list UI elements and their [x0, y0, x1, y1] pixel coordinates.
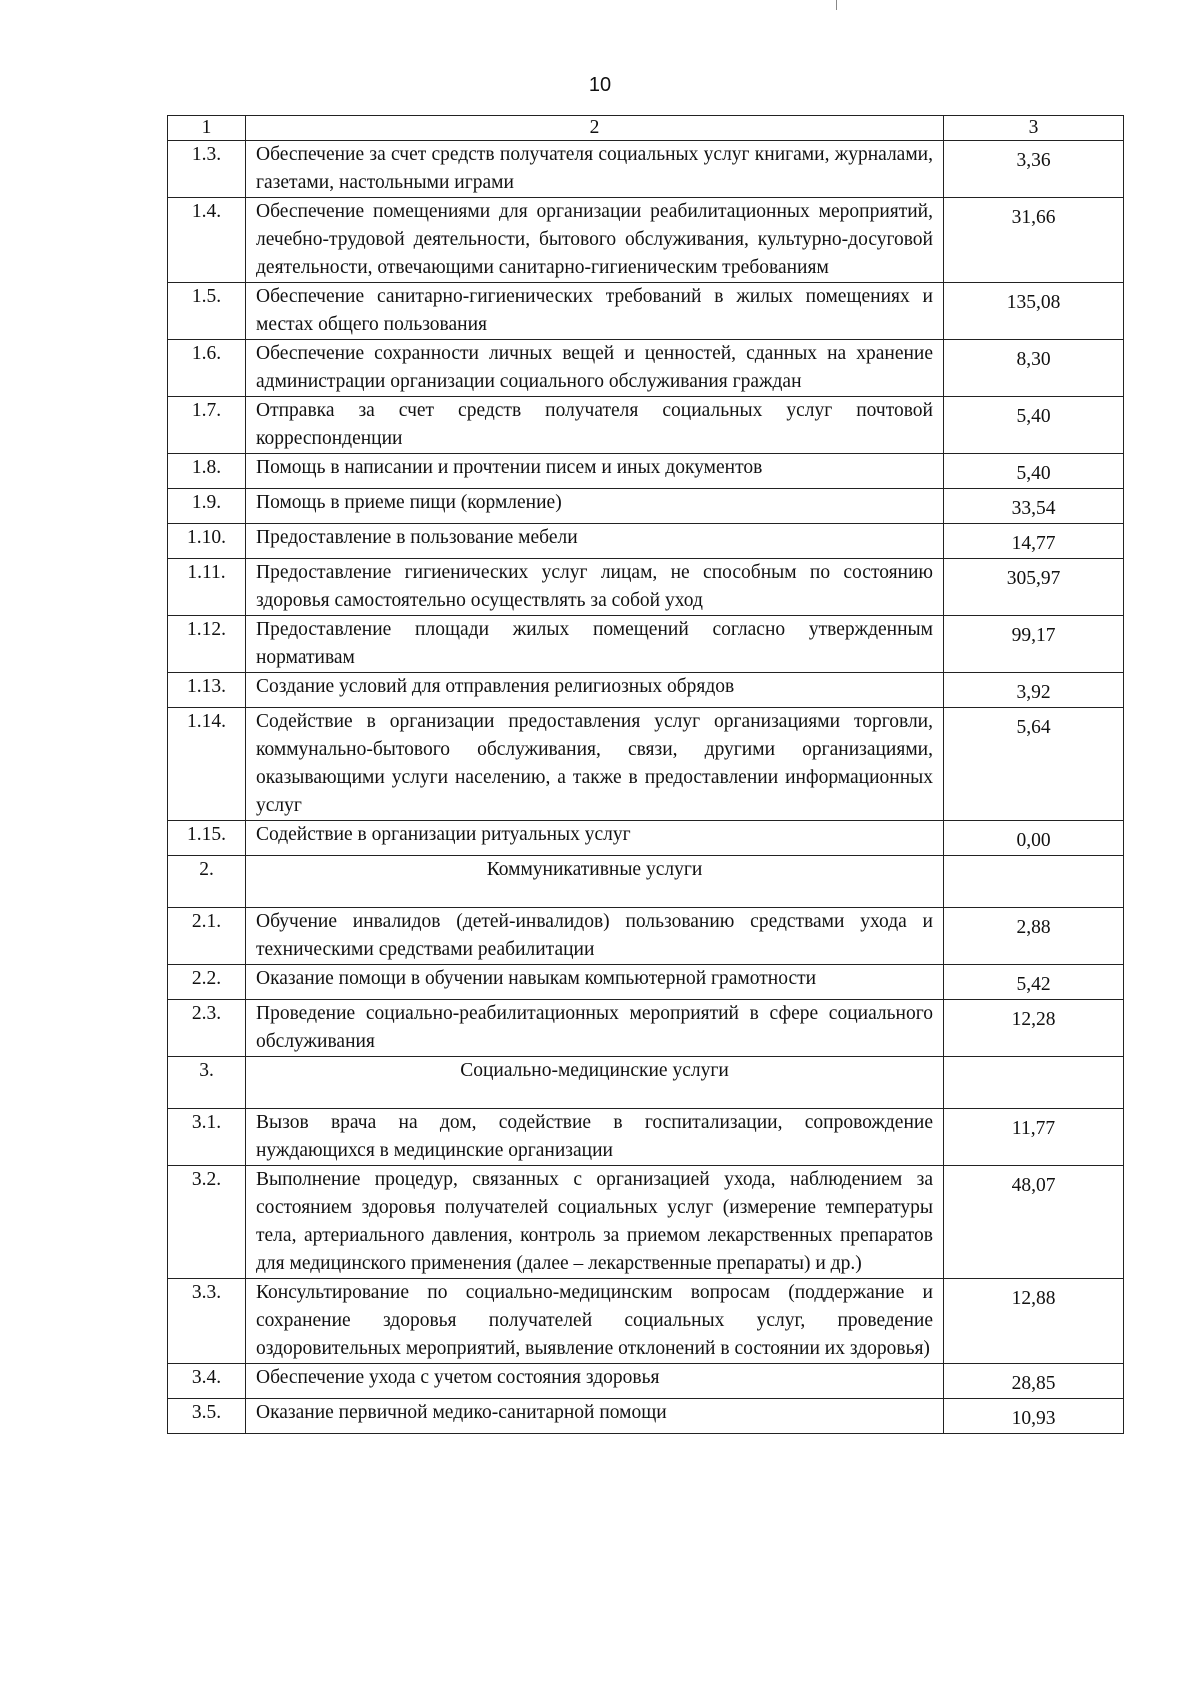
row-number: 1.11. — [168, 559, 246, 616]
row-number: 1.8. — [168, 454, 246, 489]
service-value: 8,30 — [944, 340, 1124, 397]
row-number: 3.5. — [168, 1399, 246, 1434]
table-row — [168, 397, 1124, 454]
service-value: 3,92 — [944, 673, 1124, 708]
service-value: 99,17 — [944, 616, 1124, 673]
service-value: 3,36 — [944, 141, 1124, 198]
service-name: Создание условий для отправления религиозных обрядов — [246, 673, 944, 708]
service-name: Выполнение процедур, связанных с организацией ухода, наблюдением за состоянием здоровья получателей социальных услуг (измерение температуры тела, артериального давления, контроль за приемом лекарственных препаратов для медицинского применения (далее – лекарственные препараты) и др.) — [246, 1166, 944, 1279]
service-name: Проведение социально-реабилитационных мероприятий в сфере социального обслуживания — [246, 1000, 944, 1057]
row-number: 3.2. — [168, 1166, 246, 1279]
row-number: 1.14. — [168, 708, 246, 821]
section-title: Коммуникативные услуги — [246, 856, 944, 908]
row-number: 1.7. — [168, 397, 246, 454]
table-row — [168, 1166, 1124, 1279]
service-name: Оказание помощи в обучении навыкам компьютерной грамотности — [246, 965, 944, 1000]
service-name: Содействие в организации ритуальных услуг — [246, 821, 944, 856]
services-table — [167, 115, 1124, 1434]
service-name: Содействие в организации предоставления услуг организациями торговли, коммунально-бытового обслуживания, связи, другими организациями, оказывающими услуги населению, а также в предоставлении информационных услуг — [246, 708, 944, 821]
service-name: Консультирование по социально-медицинским вопросам (поддержание и сохранение здоровья получателей социальных услуг, проведение оздоровительных мероприятий, выявление отклонений в состоянии их здоровья) — [246, 1279, 944, 1364]
service-name: Помощь в написании и прочтении писем и иных документов — [246, 454, 944, 489]
service-name: Обеспечение помещениями для организации реабилитационных мероприятий, лечебно-трудовой деятельности, бытового обслуживания, культурно-досуговой деятельности, отвечающими санитарно-гигиеническим требованиям — [246, 198, 944, 283]
table-row — [168, 1000, 1124, 1057]
table-row — [168, 1364, 1124, 1399]
table-body — [168, 141, 1124, 1434]
service-value: 5,64 — [944, 708, 1124, 821]
table-row — [168, 821, 1124, 856]
service-name: Обучение инвалидов (детей-инвалидов) пользованию средствами ухода и техническими средствами реабилитации — [246, 908, 944, 965]
header-col-2: 2 — [246, 116, 944, 141]
table-row — [168, 673, 1124, 708]
row-number: 1.15. — [168, 821, 246, 856]
section-row — [168, 1057, 1124, 1109]
service-value: 2,88 — [944, 908, 1124, 965]
section-row — [168, 856, 1124, 908]
row-number: 1.13. — [168, 673, 246, 708]
service-value: 10,93 — [944, 1399, 1124, 1434]
service-name: Оказание первичной медико-санитарной помощи — [246, 1399, 944, 1434]
row-number: 1.12. — [168, 616, 246, 673]
service-value: 5,40 — [944, 397, 1124, 454]
section-title: Социально-медицинские услуги — [246, 1057, 944, 1109]
header-col-1: 1 — [168, 116, 246, 141]
service-value: 28,85 — [944, 1364, 1124, 1399]
row-number: 3. — [168, 1057, 246, 1109]
service-name: Помощь в приеме пищи (кормление) — [246, 489, 944, 524]
service-value — [944, 1057, 1124, 1109]
service-value: 305,97 — [944, 559, 1124, 616]
service-name: Предоставление в пользование мебели — [246, 524, 944, 559]
table-row — [168, 965, 1124, 1000]
table-row — [168, 908, 1124, 965]
table-row — [168, 340, 1124, 397]
row-number: 2.1. — [168, 908, 246, 965]
service-name: Обеспечение сохранности личных вещей и ценностей, сданных на хранение администрации организации социального обслуживания граждан — [246, 340, 944, 397]
row-number: 1.6. — [168, 340, 246, 397]
scan-mark — [836, 0, 837, 10]
page-number: 10 — [588, 74, 612, 96]
service-value: 135,08 — [944, 283, 1124, 340]
row-number: 2. — [168, 856, 246, 908]
row-number: 1.3. — [168, 141, 246, 198]
row-number: 1.9. — [168, 489, 246, 524]
service-value — [944, 856, 1124, 908]
table-row — [168, 616, 1124, 673]
service-value: 31,66 — [944, 198, 1124, 283]
table-row — [168, 1399, 1124, 1434]
service-value: 0,00 — [944, 821, 1124, 856]
table-row — [168, 489, 1124, 524]
service-value: 12,28 — [944, 1000, 1124, 1057]
table-row — [168, 559, 1124, 616]
service-value: 5,42 — [944, 965, 1124, 1000]
table-row — [168, 524, 1124, 559]
table-row — [168, 198, 1124, 283]
row-number: 2.2. — [168, 965, 246, 1000]
service-value: 48,07 — [944, 1166, 1124, 1279]
service-name: Обеспечение за счет средств получателя социальных услуг книгами, журналами, газетами, настольными играми — [246, 141, 944, 198]
table-header-row — [168, 116, 1124, 141]
table-row — [168, 708, 1124, 821]
row-number: 1.4. — [168, 198, 246, 283]
header-col-3: 3 — [944, 116, 1124, 141]
row-number: 3.4. — [168, 1364, 246, 1399]
row-number: 3.3. — [168, 1279, 246, 1364]
service-name: Предоставление площади жилых помещений согласно утвержденным нормативам — [246, 616, 944, 673]
service-name: Отправка за счет средств получателя социальных услуг почтовой корреспонденции — [246, 397, 944, 454]
service-name: Обеспечение санитарно-гигиенических требований в жилых помещениях и местах общего пользования — [246, 283, 944, 340]
row-number: 2.3. — [168, 1000, 246, 1057]
service-name: Обеспечение ухода с учетом состояния здоровья — [246, 1364, 944, 1399]
row-number: 1.5. — [168, 283, 246, 340]
service-name: Предоставление гигиенических услуг лицам, не способным по состоянию здоровья самостоятельно осуществлять за собой уход — [246, 559, 944, 616]
row-number: 3.1. — [168, 1109, 246, 1166]
service-value: 33,54 — [944, 489, 1124, 524]
service-name: Вызов врача на дом, содействие в госпитализации, сопровождение нуждающихся в медицинские организации — [246, 1109, 944, 1166]
table-row — [168, 141, 1124, 198]
service-value: 12,88 — [944, 1279, 1124, 1364]
table-row — [168, 1109, 1124, 1166]
service-value: 11,77 — [944, 1109, 1124, 1166]
service-value: 5,40 — [944, 454, 1124, 489]
row-number: 1.10. — [168, 524, 246, 559]
service-value: 14,77 — [944, 524, 1124, 559]
table-row — [168, 1279, 1124, 1364]
table-row — [168, 454, 1124, 489]
table-row — [168, 283, 1124, 340]
